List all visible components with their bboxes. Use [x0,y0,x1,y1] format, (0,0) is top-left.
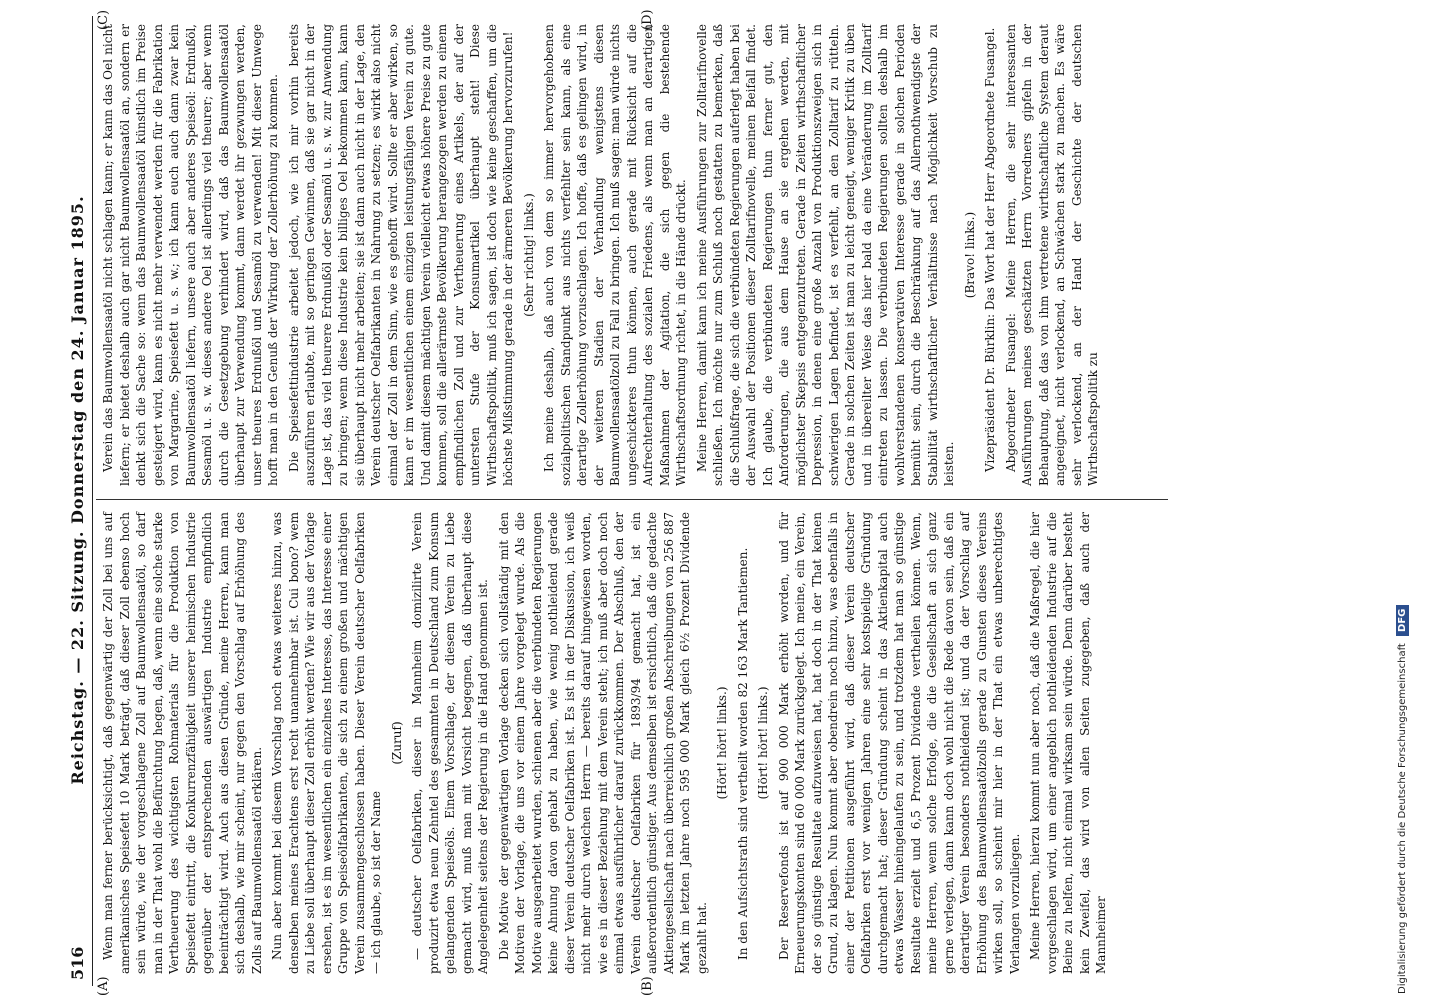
interjection: (Hört! hört! links.) [715,686,729,800]
margin-label-d: (D) [640,9,655,30]
page-header [62,20,92,980]
margin-label-a: (A) [96,976,111,996]
interjection: (Hört! hört! links.) [756,686,770,800]
paragraph: In den Aufsichtsrath sind vertheilt worden 82 163 Mark Tantiemen. [735,547,750,960]
interjection: (Bravo! links.) [962,211,977,299]
paragraph: Die Motive der gegenwärtigen Vorlage decken sich vollständig mit den Motiven der Vorlage, die uns vor einem Jahre vorgelegt wurde. Als die Motive ausgearbeitet wurden, schienen aber die verbündeten Regierungen keine Ahnung davon gehabt zu haben, wie wenig nothleidend gerade dieser Verein deutscher Oelfabriken ist. Es ist in der Diskussion, ich weiß nicht mehr durch welchen Herrn — bereits darauf hingewiesen worden, wie es in dieser Beziehung mit dem Verein steht; ich muß aber doch noch einmal etwas ausführlicher darauf zurückkommen. Der Abschluß, den der Verein deutscher Oelfabriken für 1893/94 gemacht hat, ist ein außerordentlich günstiger. Aus demselben ist ersichtlich, daß die gedachte Aktiengesellschaft nach überreichlich großen Abschreibungen von 256 887 Mark im letzten Jahre noch 595 000 Mark gleich 6½ Prozent Dividende gezahlt hat. [496,512,709,974]
paragraph: Ich meine deshalb, daß auch von dem so immer hervorgehobenen sozialpolitischen Standpunkt aus nichts verfehlter sein kann, als eine derartige Zollerhöhung vorzuschlagen. Ich hoffe, daß es gelingen wird, in der weiteren Stadien der Verhandlung wenigstens diesen Baumwollensaatölzoll zu Fall zu bringen. Ich muß sagen: man würde nichts ungeschickteres thun können, auch gerade mit Rücksicht auf die Aufrechterhaltung des sozialen Friedens, als wenn man an derartigen Maßnahmen der Agitation, die sich gegen die bestehende Wirthschaftsordnung richtet, in die Hände drückt. [542,24,688,486]
page-number: 516 [68,946,87,980]
dfg-logo: DFG [1396,605,1409,636]
paragraph: Meine Herren, damit kann ich meine Ausführungen zur Zolltarifnovelle schließen. Ich möchte nur zum Schluß noch gestatten zu bemerken, daß die Schlußfrage, die sich die verbündeten Regierungen auferlegt haben bei der Auswahl der Positionen dieser Zolltarifnovelle, meinen Beifall findet. Ich glaube, die verbündeten Regierungen thun ferner gut, den Anforderungen, die aus dem Hause an sie ergehen werden, mit möglichster Skepsis entgegenzutreten. Gerade in Zeiten wirthschaftlicher Depression, in denen eine große Anzahl von Produktionszweigen sich in schwierigen Lagen befindet, ist es verfehlt, an den Zolltarif zu rütteln. Gerade in solchen Zeiten ist man zu leicht geneigt, weniger Kritik zu üben und in übereilter Weise das hier bald da eine Veränderung im Zolltarif eintreten zu lassen. Die verbündeten Regierungen sollten deshalb im wohlverstandenen konservativen Interesse gerade in solchen Perioden bemüht sein, durch die Beschränkung auf das Allernothwendigste der Stabilität wirthschaftlicher Verhältnisse nach Möglichkeit Vorschub zu leisten. [694,24,956,486]
credit-text: Digitalisierung gefördert durch die Deutsche Forschungsgemeinschaft [1397,643,1408,994]
paragraph: Nun aber kommt bei diesem Vorschlag noch etwas weiteres hinzu, was denselben meines Erachtens erst recht unannehmbar ist. Cui bono? wem zu Liebe soll überhaupt dieser Zoll erhöht werden? Wie wir aus der Vorlage ersehen, ist es im wesentlichen ein einzelnes Interesse, das Interesse einer Gruppe von Speiseölfabrikanten, die sich zu einem großen und mächtigen Verein zusammengeschlossen haben. Dieser Verein deutscher Oelfabriken — ich glaube, so ist der Name [270,512,383,974]
paragraph: Abgeordneter Fusangel: Meine Herren, die sehr interessanten Ausführungen meines geschätzten Herrn Vorredners gipfeln in der Behauptung, daß das von ihm vertretene wirthschaftliche System deraut angeeignet, nicht verlockend, an Schwächen stark zu machen. Es wäre sehr verlockend, an der Hand der Geschichte der deutschen Wirthschaftspolitik zu [1003,24,1100,486]
interjection: (Zuruf) [389,721,404,765]
paragraph: — deutscher Oelfabriken, dieser in Mannheim domizilirte Verein produzirt etwa neun Zehntel des gesammten in Deutschland zum Konsum gelangenden Speiseöls. Einem Vorschlage, der diesem Verein zu Liebe gemacht wird, muß man mit Vorsicht begegnen, daß überhaupt diese Angelegenheit seitens der Regierung in die Hand genommen ist. [410,512,490,974]
margin-label-b: (B) [640,976,655,996]
paragraph: Verein das Baumwollensaatöl nicht schlagen kann; er kann das Oel nicht liefern; er bietet deshalb auch gar nicht Baumwollensaatöl an, sondern er denkt sich die Sache so: wenn das Baumwollensaatöl künstlich im Preise gesteigert wird, kann es nicht mehr verwendet werden für die Fabrikation von Margarine, Speisefett u. s. w.; ich kann euch auch dann zwar kein Baumwollensaatöl liefern, unsere auch aber anderes Speiseöl: Erdnußöl, Sesamöl u. s. w. dieses andere Oel ist allerdings viel theurer; aber wenn durch die Gesetzgebung verhindert wird, daß das Baumwollensaatöl überhaupt zur Verwendung kommt, dann werdet ihr gezwungen werden, unser theures Erdnußöl und Sesamöl zu verwenden! Mit dieser Umwege hofft man in den Genuß der Wirkung der Zollerhöhung zu kommen. [101,24,280,486]
paragraph: Die Speisefettindustrie arbeitet jedoch, wie ich mir vorhin bereits auszuführen erlaubte, mit so geringen Gewinnen, daß sie gar nicht in der Lage ist, das viel theurere Erdnußöl oder Sesamöl u. s. w. zur Anwendung zu bringen; wenn diese Industrie kein billiges Oel bekommen kann, kann sie überhaupt nicht mehr arbeiten; sie ist dann auch nicht in der Lage, den Verein deutscher Oelfabrikanten in Nahrung zu setzen; es wirkt also nicht einmal der Zoll in dem Sinn, wie es gehofft wird. Sollte er aber wirken, so kann er im wesentlichen einem einzigen leistungsfähigen Verein zu gute. Und damit diesem mächtigen Verein vielleicht etwas höhere Preise zu gute kommen, soll die allerärmste Bevölkerung herangezogen werden zu einem empfindlichen Zoll und zur Vertheuerung eines Artikels, der auf der untersten Stufe der Konsumartikel überhaupt steht! Diese Wirthschaftspolitik, muß ich sagen, ist doch wie keine geschaffen, um die höchste Mißstimmung gerade in der ärmeren Bevölkerung hervorzurufen! [286,24,515,486]
paragraph: Der Reservefonds ist auf 900 000 Mark erhöht worden, und für Erneuerungskonten sind 60 000 Mark zurückgelegt. Ich meine, ein Verein, der so günstige Resultate aufzuweisen hat, hat doch in der That keinen Grund, zu klagen. Nun kommt aber obendrein noch hinzu, was ebenfalls in einer der Petitionen ausgeführt wird, daß dieser Verein deutscher Oelfabriken erst vor wenigen Jahren eine sehr kostspielige Gründung durchgemacht hat; dieser Gründung scheint in das Aktienkapital auch etwas Wasser hineingelaufen zu sein, und trotzdem hat man so günstige Resultate erzielt und 6,5 Prozent Dividende vertheilen können. Wenn, meine Herren, wenn solche Erfolge, die die Gesellschaft an sich ganz gerne verlegen, dann kann doch wohl nicht die Rede davon sein, daß ein derartiger Verein besonders nothleidend ist; und da der Vorschlag auf Erhöhung des Baumwollensaatölzolls gerade zu Gunsten dieses Vereins wirken soll, so scheint mir hier in der That ein etwas unberechtigtes Verlangen vorzuliegen. [776,512,1022,974]
column-right [100,24,1106,486]
page-title: Reichstag. — 22. Sitzung. Donnerstag den 24. Januar 1895. [68,195,87,785]
column-left [100,512,1114,974]
digitization-credit [1396,4,1409,994]
paragraph: Meine Herren, hierzu kommt nun aber noch, daß die Maßregel, die hier vorgeschlagen wird, um einer angeblich nothleidenden Industrie auf die Beine zu helfen, nicht einmal wirksam sein würde. Denn darüber besteht kein Zweifel, das wird von allen Seiten zugegeben, daß auch der Mannheimer [1028,512,1108,974]
header-rule [92,16,93,986]
speaker-intro: Vizepräsident Dr. Bürklin: Das Wort hat der Herr Abgeordnete Fusangel. [983,27,997,472]
column-divider [96,499,1168,500]
interjection: (Sehr richtig! links.) [521,193,536,317]
paragraph: Wenn man ferner berücksichtigt, daß gegenwärtig der Zoll bei uns auf amerikanisches Speisefett 10 Mark beträgt, daß dieser Zoll ebenso hoch sein würde, wie der vorgeschlagene Zoll auf Baumwollensaatöl, so darf man in der That wohl die Befürchtung hegen, daß, wenn eine solche starke Vertheuerung des wichtigsten Rohmaterials für die Produktion von Speisefett eintritt, die Konkurrenzfähigkeit unserer heimischen Industrie gegenüber der entsprechenden auswärtigen Industrie empfindlich beeinträchtigt wird. Auch aus diesen Gründe, meine Herren, kann man sich deshalb, wie mir scheint, nur gegen den Vorschlag auf Erhöhung des Zolls auf Baumwollensaatöl erklären. [101,512,264,974]
margin-label-c: (C) [96,9,111,30]
